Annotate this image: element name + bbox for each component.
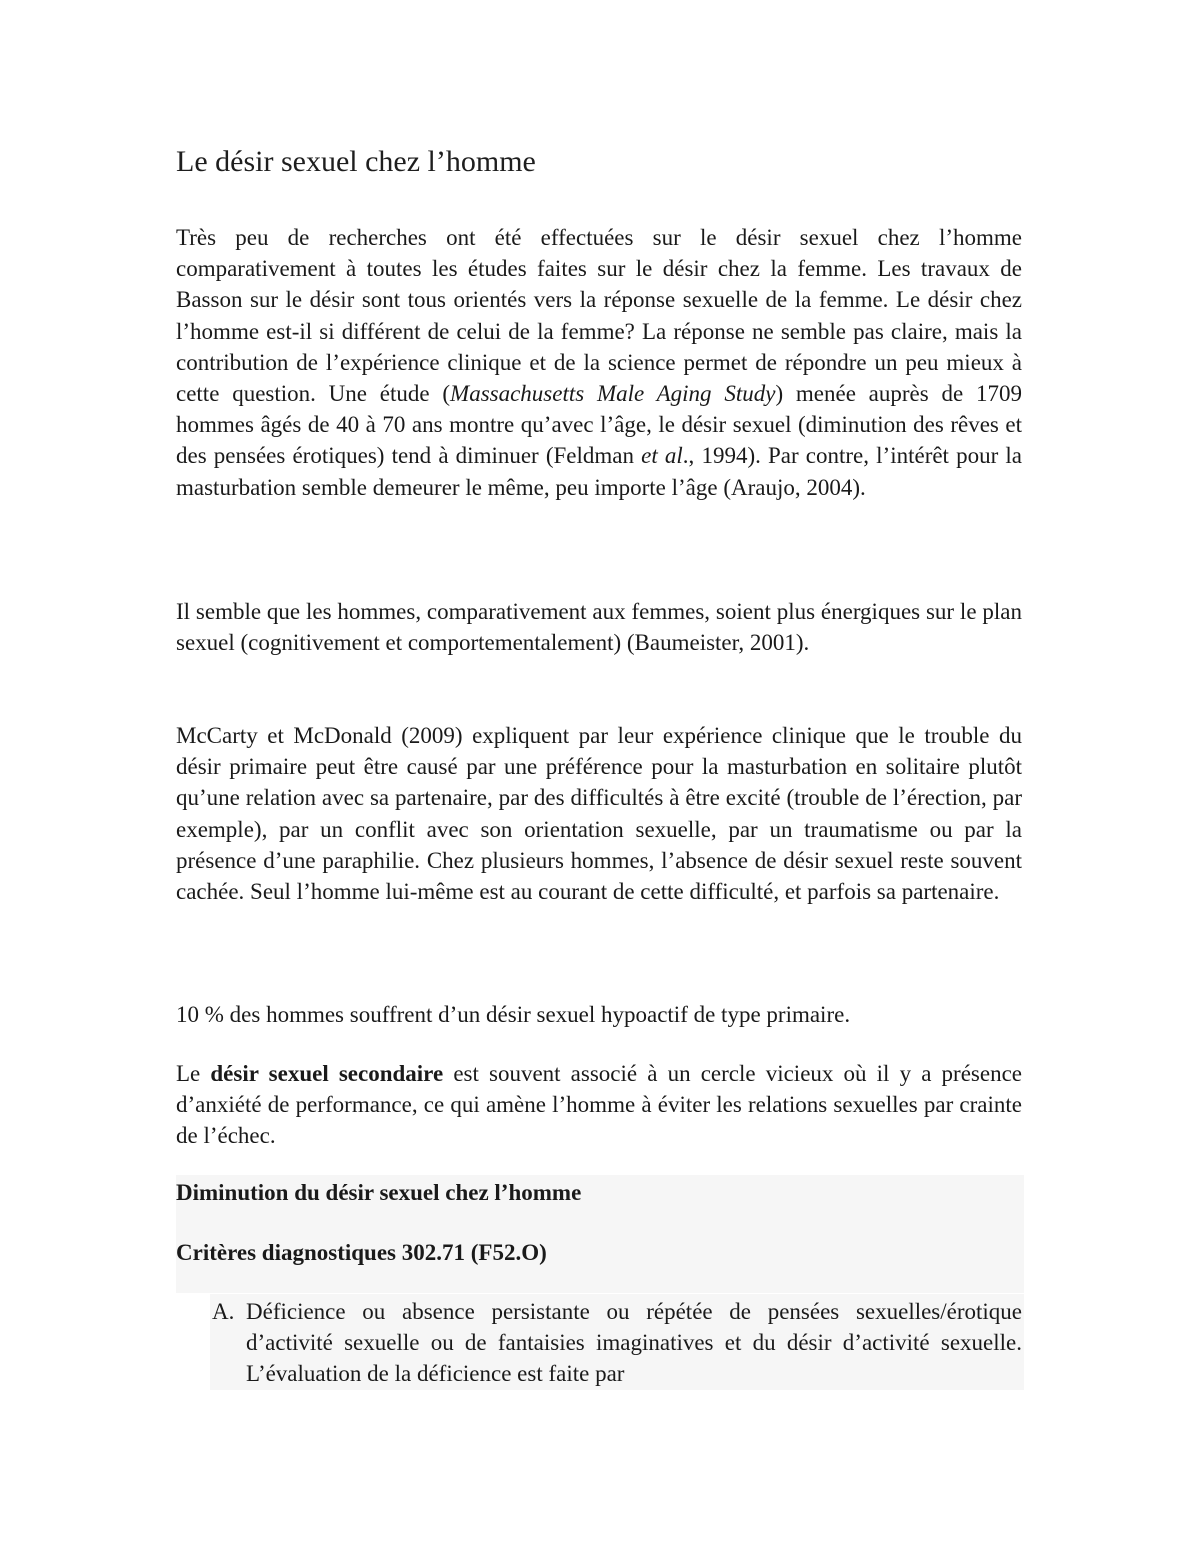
- paragraph-statistic: 10 % des hommes souffrent d’un désir sexuel hypoactif de type primaire.: [176, 1002, 851, 1027]
- criteria-list: [210, 1294, 1024, 1390]
- paragraph-energy: Il semble que les hommes, comparativement aux femmes, soient plus énergiques sur le plan sexuel (cognitivement et comportementalement) (Baumeister, 2001).: [176, 599, 1022, 656]
- paragraph-clinical: McCarty et McDonald (2009) expliquent par leur expérience clinique que le trouble du désir primaire peut être causé par une préférence pour la masturbation en solitaire plutôt qu’une relation avec sa partenaire, par des difficultés à être excité (trouble de l’érection, par exemple), par un conflit avec son orientation sexuelle, par un traumatisme ou par la présence d’une paraphilie. Chez plusieurs hommes, l’absence de désir sexuel reste souvent cachée. Seul l’homme lui-même est au courant de cette difficulté, et parfois sa partenaire.: [176, 723, 1022, 905]
- box-subheading-text: Critères diagnostiques 302.71 (F52.O): [176, 1240, 547, 1265]
- paragraph-secondary-text-a: Le: [176, 1061, 211, 1086]
- secondary-desire-term: désir sexuel secondaire: [210, 1061, 444, 1086]
- paragraph-intro: [176, 222, 1022, 503]
- et-al: et al: [641, 443, 683, 469]
- paragraph-secondary-text-b: est souvent associé à un cercle vicieux où il y a présence d’anxiété de performance, ce qui amène l’homme à éviter les relations sexuelles par crainte de l’échec.: [176, 1061, 1022, 1149]
- paragraph-intro-text-c: ., 1994). Par contre, l’intérêt pour la masturbation semble demeurer le même, peu importe l’âge (Araujo, 2004).: [176, 443, 1022, 500]
- criterion-marker: A.: [212, 1299, 235, 1324]
- box-heading: [176, 1175, 1024, 1211]
- box-heading-text: Diminution du désir sexuel chez l’homme: [176, 1180, 582, 1205]
- paragraph-secondary-desire: [176, 1058, 1022, 1152]
- page-title: Le désir sexuel chez l’homme: [176, 145, 536, 178]
- box-subheading: [176, 1211, 1024, 1293]
- criterion-text: Déficience ou absence persistante ou répétée de pensées sexuelles/érotique d’activité sexuelle ou de fantaisies imaginatives et du désir d’activité sexuelle. L’évaluation de la déficience est faite par: [246, 1299, 1022, 1387]
- paragraph-intro-text-a: Très peu de recherches ont été effectuées sur le désir sexuel chez l’homme comparativement à toutes les études faites sur le désir chez la femme. Les travaux de Basson sur le désir sont tous orientés vers la réponse sexuelle de la femme. Le désir chez l’homme est-il si différent de celui de la femme? La réponse ne semble pas claire, mais la contribution de l’expérience clinique et de la science permet de répondre un peu mieux à cette question. Une étude (: [176, 225, 1022, 407]
- study-name: Massachusetts Male Aging Study: [450, 381, 776, 407]
- paragraph-intro-text-b: ) menée auprès de 1709 hommes âgés de 40 à 70 ans montre qu’avec l’âge, le désir sexuel (diminution des rêves et des pensées érotiques) tend à diminuer (Feldman: [176, 381, 1022, 469]
